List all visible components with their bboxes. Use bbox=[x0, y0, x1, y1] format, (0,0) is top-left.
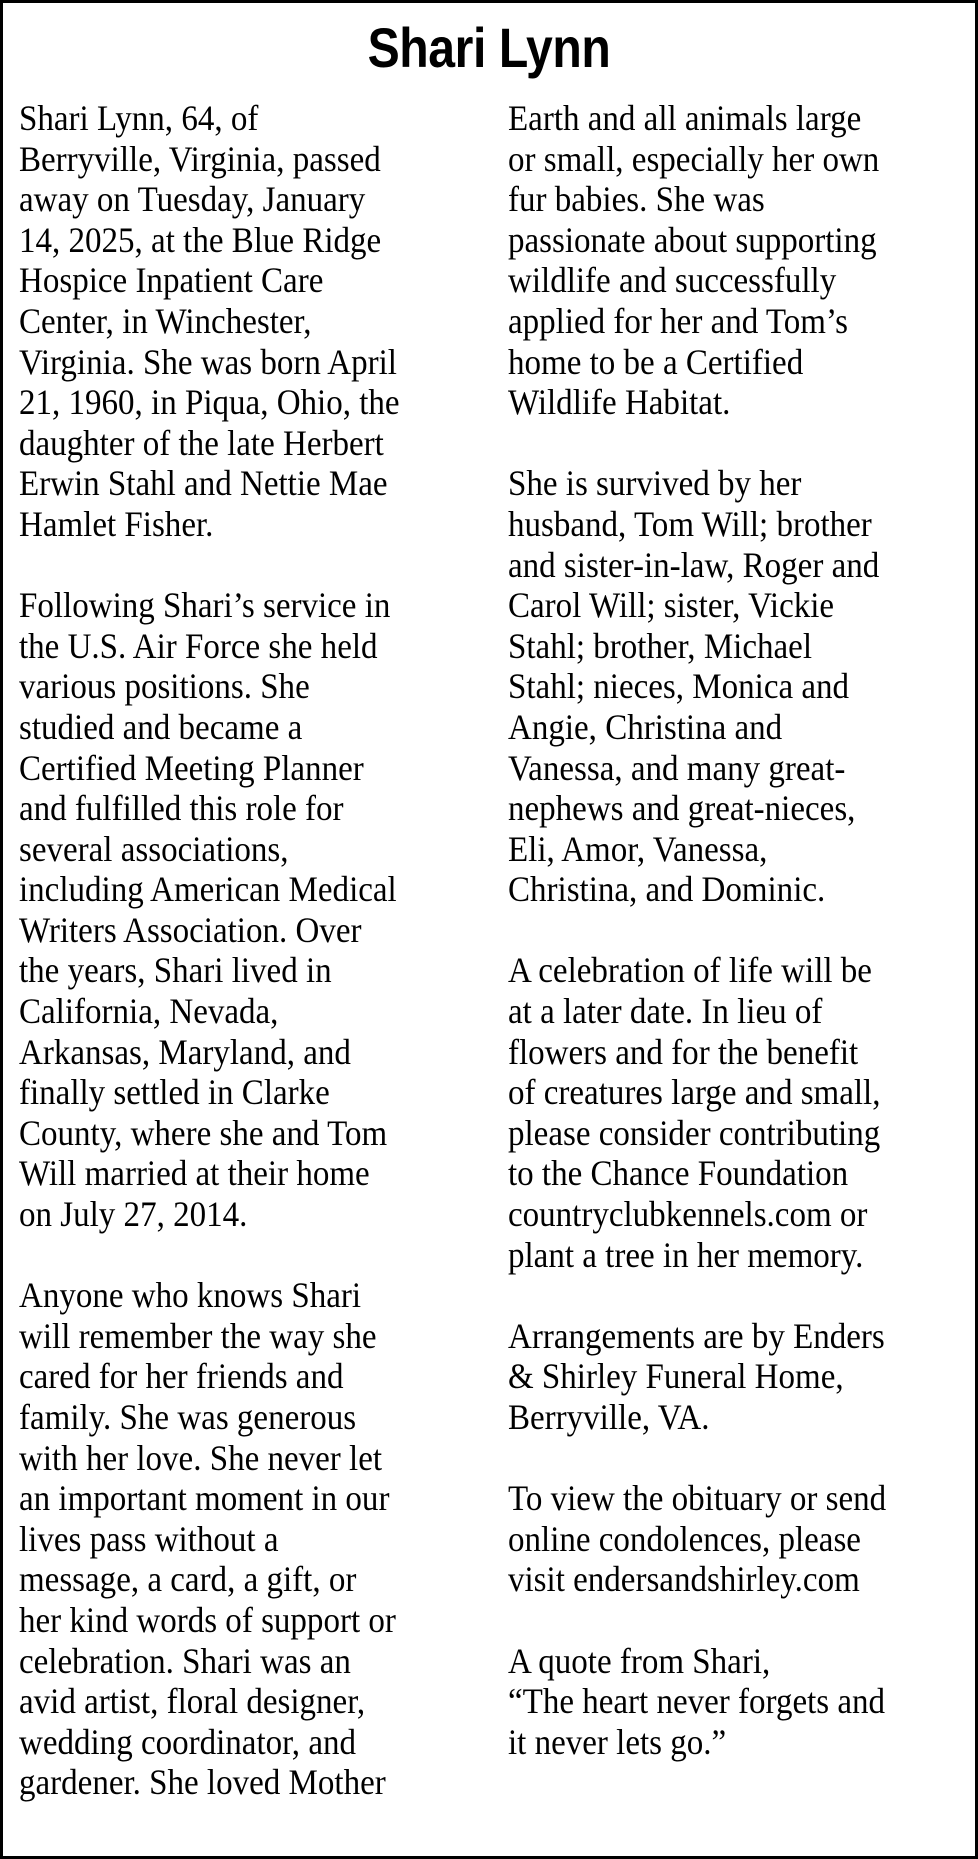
text-line: an important moment in our bbox=[19, 1478, 390, 1519]
obituary-paragraph bbox=[19, 1275, 400, 1803]
text-line: Angie, Christina and bbox=[508, 706, 783, 747]
text-line: wildlife and successfully bbox=[508, 260, 837, 301]
text-line: applied for her and Tom’s bbox=[508, 300, 848, 341]
left-column bbox=[19, 98, 400, 1803]
text-line: passionate about supporting bbox=[508, 219, 877, 260]
text-line: on July 27, 2014. bbox=[19, 1194, 248, 1235]
text-line: Shari Lynn, 64, of bbox=[19, 98, 259, 138]
text-line: will remember the way she bbox=[19, 1315, 377, 1356]
text-line: Arkansas, Maryland, and bbox=[19, 1031, 351, 1072]
text-line: “The heart never forgets and bbox=[508, 1681, 886, 1722]
text-line: of creatures large and small, bbox=[508, 1072, 881, 1113]
text-line: nephews and great-nieces, bbox=[508, 788, 856, 829]
text-line: fur babies. She was bbox=[508, 179, 765, 220]
text-line: Stahl; nieces, Monica and bbox=[508, 666, 850, 707]
text-line: the U.S. Air Force she held bbox=[19, 625, 378, 666]
text-line: daughter of the late Herbert bbox=[19, 422, 384, 463]
text-line: message, a card, a gift, or bbox=[19, 1559, 357, 1600]
text-line: Virginia. She was born April bbox=[19, 341, 397, 382]
text-line: and sister-in-law, Roger and bbox=[508, 544, 880, 585]
text-line: studied and became a bbox=[19, 706, 303, 747]
text-line: celebration. Shari was an bbox=[19, 1640, 351, 1681]
obituary-paragraph bbox=[508, 98, 886, 423]
text-line: plant a tree in her memory. bbox=[508, 1234, 864, 1275]
text-line: countryclubkennels.com or bbox=[508, 1194, 868, 1235]
text-line: Stahl; brother, Michael bbox=[508, 625, 812, 666]
text-line: & Shirley Funeral Home, bbox=[508, 1356, 844, 1397]
text-line: at a later date. In lieu of bbox=[508, 991, 823, 1032]
text-line: Certified Meeting Planner bbox=[19, 747, 364, 788]
text-line: the years, Shari lived in bbox=[19, 950, 332, 991]
text-line: Wildlife Habitat. bbox=[508, 382, 731, 423]
text-line: her kind words of support or bbox=[19, 1599, 396, 1640]
obituary-paragraph bbox=[508, 950, 886, 1275]
text-line: Vanessa, and many great- bbox=[508, 747, 846, 788]
text-line: 14, 2025, at the Blue Ridge bbox=[19, 219, 382, 260]
text-line: family. She was generous bbox=[19, 1397, 357, 1437]
text-line: Christina, and Dominic. bbox=[508, 869, 826, 910]
text-line: A celebration of life will be bbox=[508, 950, 872, 991]
text-line: various positions. She bbox=[19, 666, 310, 707]
text-line: To view the obituary or send bbox=[508, 1478, 887, 1519]
text-line: including American Medical bbox=[19, 869, 397, 910]
obituary-title: Shari Lynn bbox=[367, 16, 611, 79]
text-line: 21, 1960, in Piqua, Ohio, the bbox=[19, 382, 400, 423]
text-line: to the Chance Foundation bbox=[508, 1153, 849, 1194]
text-line: Anyone who knows Shari bbox=[19, 1275, 362, 1316]
text-line: Eli, Amor, Vanessa, bbox=[508, 828, 768, 869]
text-line: Berryville, Virginia, passed bbox=[19, 138, 381, 179]
text-line: Writers Association. Over bbox=[19, 909, 362, 950]
text-line: away on Tuesday, January bbox=[19, 179, 366, 220]
text-line: Center, in Winchester, bbox=[19, 300, 312, 341]
obituary-paragraph bbox=[508, 1478, 886, 1600]
text-line: A quote from Shari, bbox=[508, 1640, 771, 1681]
text-line: husband, Tom Will; brother bbox=[508, 503, 872, 544]
text-line: lives pass without a bbox=[19, 1518, 279, 1559]
text-line: finally settled in Clarke bbox=[19, 1072, 330, 1113]
obituary-paragraph bbox=[508, 1316, 886, 1438]
text-line: She is survived by her bbox=[508, 463, 802, 504]
text-line: flowers and for the benefit bbox=[508, 1031, 859, 1072]
text-line: cared for her friends and bbox=[19, 1356, 344, 1397]
text-line: Berryville, VA. bbox=[508, 1397, 710, 1437]
obituary-paragraph bbox=[19, 98, 400, 545]
text-line: online condolences, please bbox=[508, 1518, 861, 1559]
text-line: Arrangements are by Enders bbox=[508, 1315, 885, 1356]
text-line: visit endersandshirley.com bbox=[508, 1559, 860, 1600]
text-line: County, where she and Tom bbox=[19, 1112, 388, 1153]
text-line: it never lets go.” bbox=[508, 1721, 727, 1762]
obituary-paragraph bbox=[19, 585, 400, 1235]
text-line: Following Shari’s service in bbox=[19, 585, 391, 626]
text-line: Erwin Stahl and Nettie Mae bbox=[19, 463, 388, 504]
text-line: Hamlet Fisher. bbox=[19, 503, 214, 544]
text-line: avid artist, floral designer, bbox=[19, 1681, 366, 1722]
text-line: and fulfilled this role for bbox=[19, 788, 344, 829]
text-line: home to be a Certified bbox=[508, 341, 804, 382]
obituary-paragraph bbox=[508, 463, 886, 910]
text-line: Carol Will; sister, Vickie bbox=[508, 585, 835, 626]
right-column bbox=[508, 98, 886, 1762]
text-line: Earth and all animals large bbox=[508, 98, 862, 138]
text-line: Will married at their home bbox=[19, 1153, 370, 1194]
text-line: Hospice Inpatient Care bbox=[19, 260, 324, 301]
text-line: several associations, bbox=[19, 828, 289, 869]
obituary-paragraph bbox=[508, 1641, 886, 1763]
text-line: gardener. She loved Mother bbox=[19, 1762, 386, 1803]
text-line: California, Nevada, bbox=[19, 991, 279, 1032]
text-line: or small, especially her own bbox=[508, 138, 880, 179]
text-line: with her love. She never let bbox=[19, 1437, 383, 1478]
text-line: please consider contributing bbox=[508, 1112, 881, 1153]
text-line: wedding coordinator, and bbox=[19, 1721, 356, 1762]
